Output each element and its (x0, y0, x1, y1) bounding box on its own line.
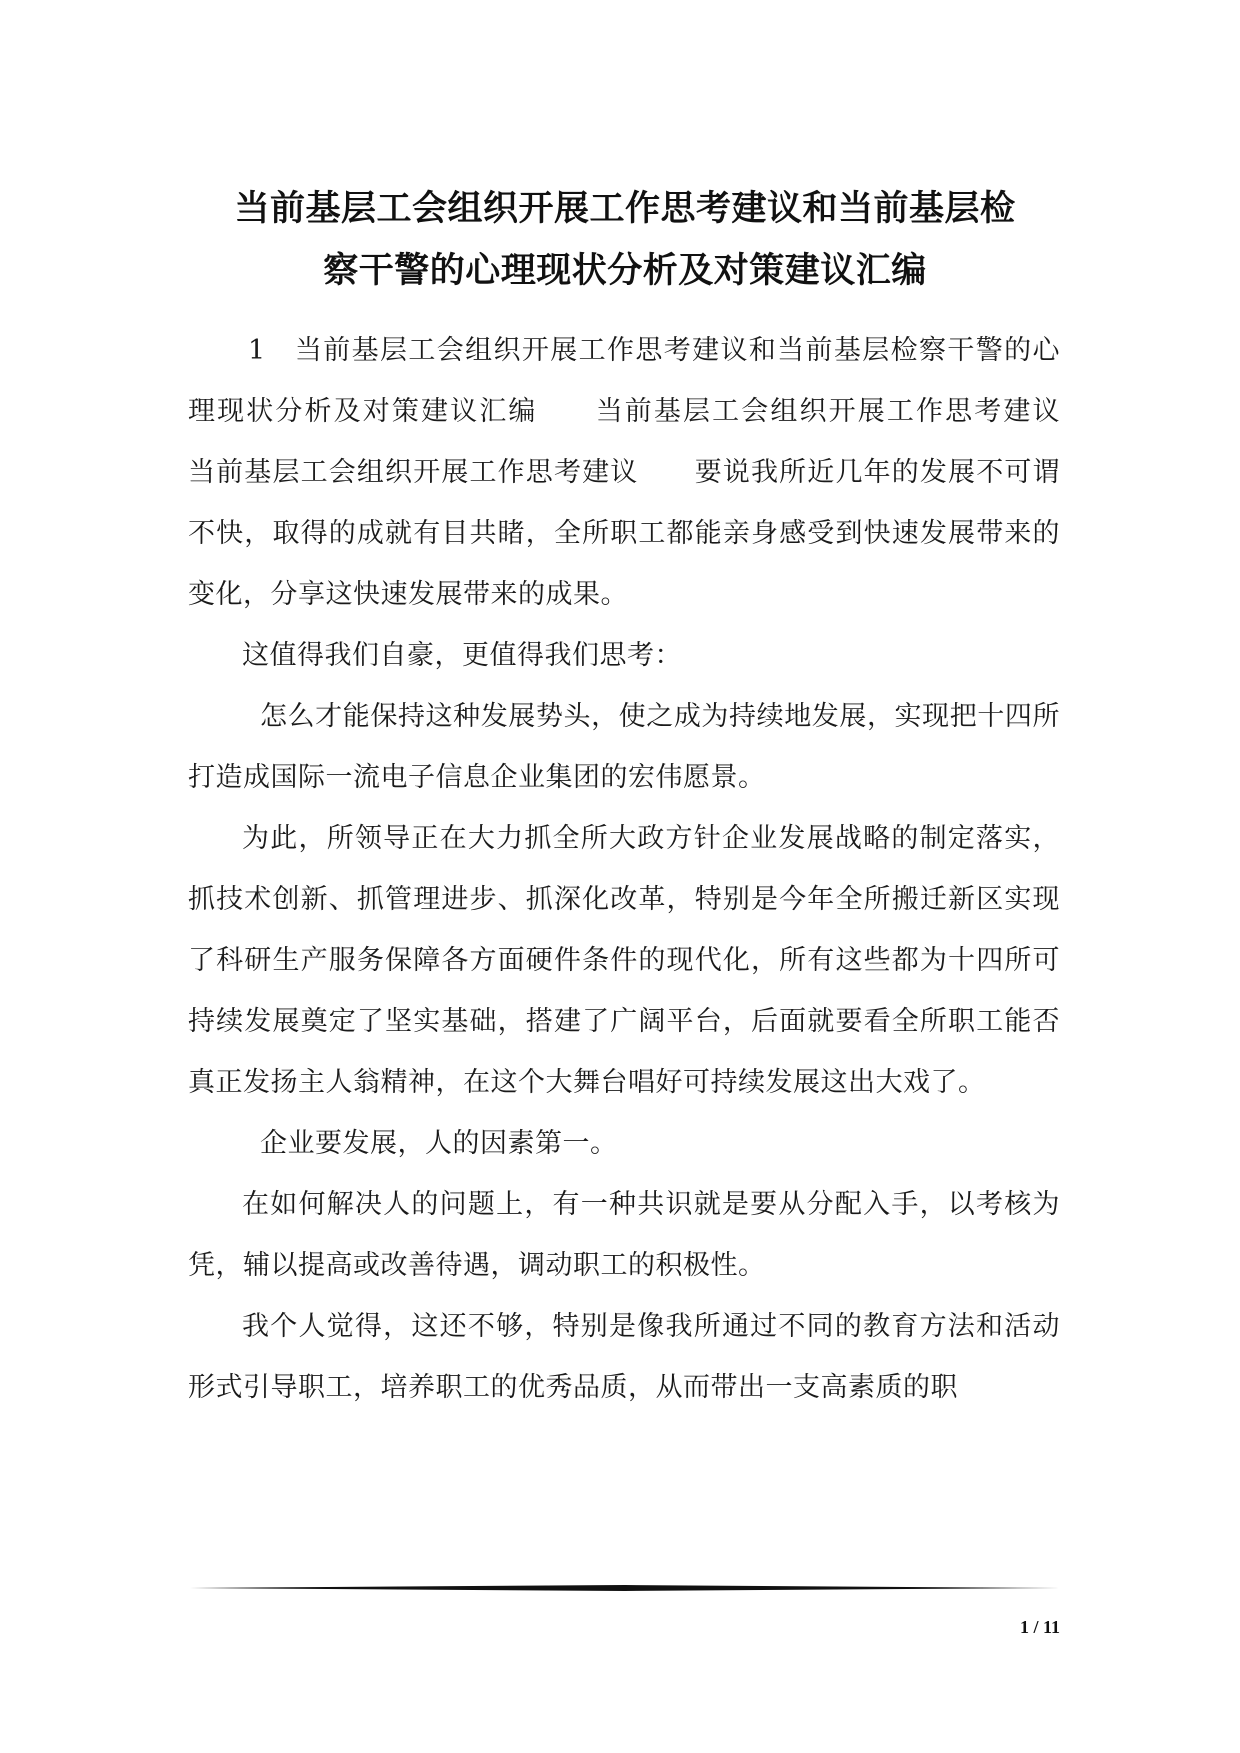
page-number: 1 / 11 (1019, 1617, 1060, 1637)
paragraph-1: 1 当前基层工会组织开展工作思考建议和当前基层检察干警的心理现状分析及对策建议汇编 当前基层工会组织开展工作思考建议 当前基层工会组织开展工作思考建议 要说我所近几年的发展不可谓不快，取得的成就有目共睹，全所职工都能亲身感受到快速发展带来的变化，分享这快速发展带来的成果。 (188, 335, 1115, 610)
document-body (188, 320, 1115, 1418)
paragraph-2: 这值得我们自豪，更值得我们思考： (242, 640, 682, 671)
paragraph-6: 在如何解决人的问题上，有一种共识就是要从分配入手，以考核为凭，辅以提高或改善待遇，调动职工的积极性。 (188, 1189, 1060, 1281)
paragraph-3: 怎么才能保持这种发展势头，使之成为持续地发展，实现把十四所打造成国际一流电子信息企业集团的宏伟愿景。 (188, 701, 1060, 793)
title-line-2: 察干警的心理现状分析及对策建议汇编 (323, 251, 927, 292)
paragraph-5: 企业要发展，人的因素第一。 (260, 1128, 618, 1159)
title-line-1: 当前基层工会组织开展工作思考建议和当前基层检 (234, 189, 1016, 230)
paragraph-7: 我个人觉得，这还不够，特别是像我所通过不同的教育方法和活动形式引导职工，培养职工的优秀品质，从而带出一支高素质的职 (188, 1311, 1060, 1403)
paragraph-4: 为此，所领导正在大力抓全所大政方针企业发展战略的制定落实，抓技术创新、抓管理进步、抓深化改革，特别是今年全所搬迁新区实现了科研生产服务保障各方面硬件条件的现代化，所有这些都为十四所可持续发展奠定了坚实基础，搭建了广阔平台，后面就要看全所职工能否真正发扬主人翁精神，在这个大舞台唱好可持续发展这出大戏了。 (188, 823, 1060, 1098)
document-title (190, 178, 1060, 302)
footer-rule (190, 1585, 1060, 1591)
